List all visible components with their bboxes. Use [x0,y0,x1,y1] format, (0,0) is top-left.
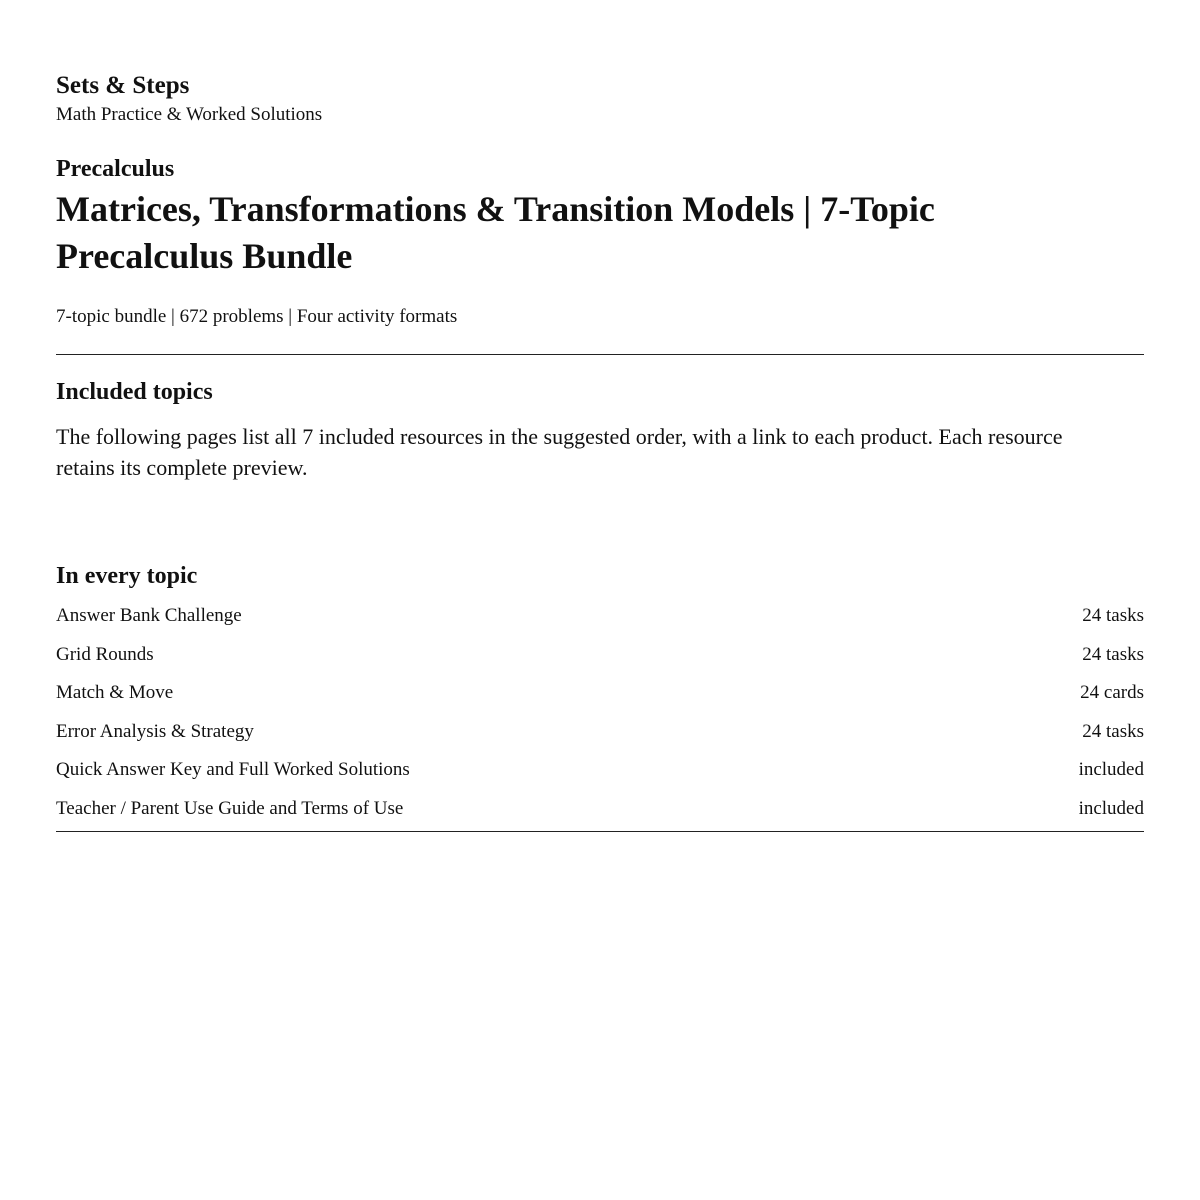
feature-row [56,757,1144,796]
every-topic-heading: In every topic [56,563,198,589]
feature-label: Error Analysis & Strategy [56,720,254,742]
feature-row [56,680,1144,719]
feature-value: included [1078,759,1144,781]
feature-label: Answer Bank Challenge [56,605,242,626]
feature-label: Match & Move [56,682,174,704]
divider-bottom [56,831,1144,832]
brand-name: Sets & Steps [56,72,190,99]
feature-value: 24 cards [1080,682,1144,704]
feature-row [56,796,1144,835]
feature-row [56,642,1144,681]
feature-label: Grid Rounds [56,643,154,665]
included-topics-text: The following pages list all 7 included resources in the suggested order, with a link to each product. Each resource retains its complete preview. [56,424,1063,480]
feature-value: 24 tasks [1082,605,1144,626]
feature-value: included [1078,797,1144,819]
brand-header [56,70,1144,128]
page-title: Matrices, Transformations & Transition Models | 7-Topic Precalculus Bundle [56,189,935,276]
feature-row [56,719,1144,758]
divider-top [56,354,1144,355]
brand-tagline: Math Practice & Worked Solutions [56,104,323,125]
feature-value: 24 tasks [1082,720,1144,742]
feature-list [56,603,1144,835]
included-topics-section [56,377,1144,483]
bundle-meta: 7-topic bundle | 672 problems | Four activity formats [56,306,458,327]
included-topics-heading: Included topics [56,379,213,405]
feature-label: Teacher / Parent Use Guide and Terms of Use [56,797,404,819]
feature-row [56,603,1144,642]
every-topic-section [56,561,1144,832]
feature-label: Quick Answer Key and Full Worked Solutions [56,759,410,781]
feature-value: 24 tasks [1082,643,1144,665]
subject-label: Precalculus [56,156,175,182]
